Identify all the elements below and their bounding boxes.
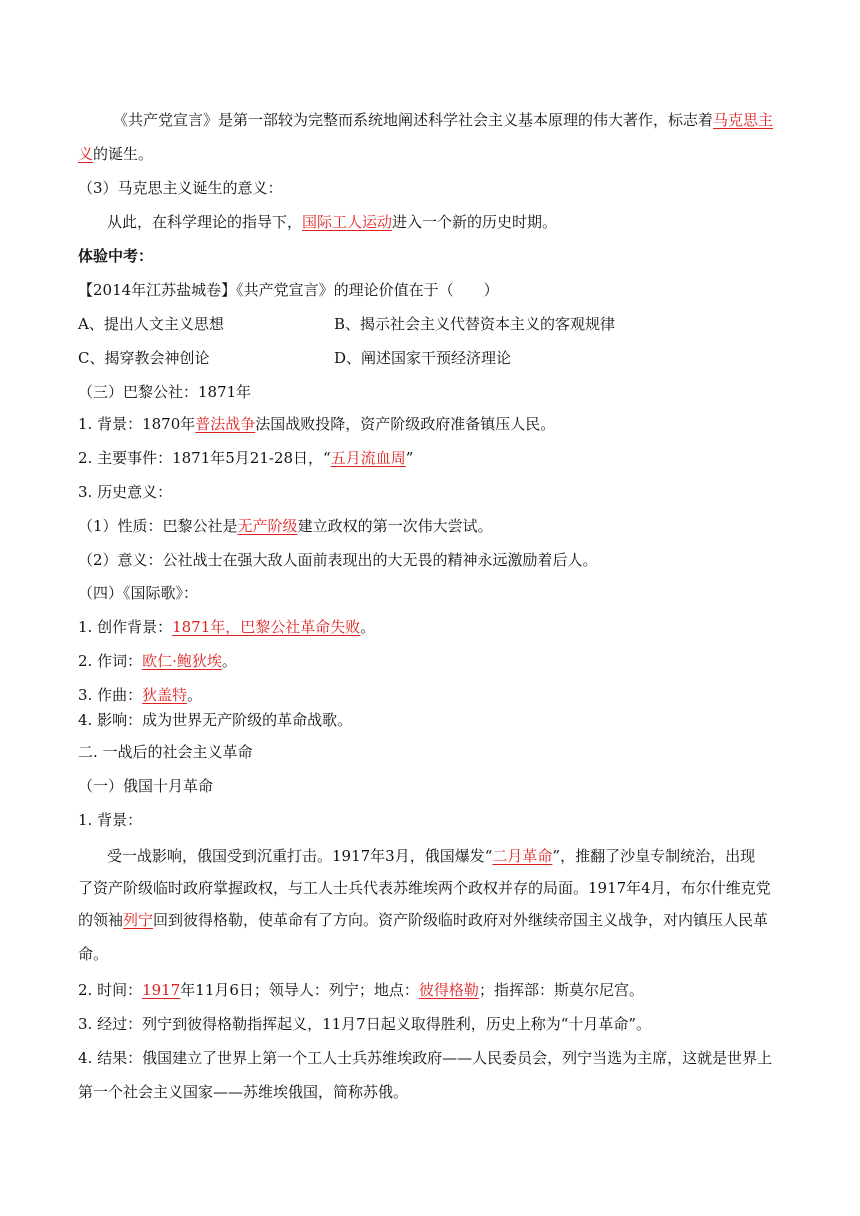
- commune-event: 2. 主要事件：1871年5月21-28日，“五月流血周”: [78, 449, 414, 467]
- revolution-time: 2. 时间：1917年11月6日；领导人：列宁；地点：彼得格勒；指挥部：斯莫尔尼宫。: [78, 981, 644, 999]
- background-para-line-4: 命。: [78, 945, 109, 963]
- answer-proletariat: 无产阶级: [237, 517, 298, 535]
- background-para-line-3: 的领袖列宁回到彼得格勒，使革命有了方向。资产阶级临时政府对外继续帝国主义战争，对内镇压人民革: [78, 911, 769, 929]
- subheading-significance: （3）马克思主义诞生的意义：: [78, 179, 283, 197]
- answer-petrograd: 彼得格勒: [418, 981, 479, 999]
- exam-question: 【2014年江苏盐城卷】《共产党宣言》的理论价值在于（ ）: [78, 281, 499, 299]
- anthem-title: （四）《国际歌》：: [78, 584, 199, 602]
- commune-significance: 3. 历史意义：: [78, 483, 173, 501]
- revolution-process: 3. 经过：列宁到彼得格勒指挥起义，11月7日起义取得胜利，历史上称为“十月革命”。: [78, 1015, 652, 1033]
- anthem-composer: 3. 作曲：狄盖特。: [78, 686, 203, 704]
- revolution-result-line-2: 第一个社会主义国家——苏维埃俄国，简称苏俄。: [78, 1083, 409, 1101]
- background-para-line-2: 了资产阶级临时政府掌握政权，与工人士兵代表苏维埃两个政权并存的局面。1917年4月，布尔什维克党: [78, 879, 771, 897]
- answer-degeyter: 狄盖特: [142, 686, 188, 704]
- option-d: D、阐述国家干预经济理论: [334, 349, 512, 367]
- option-a: A、提出人文主义思想: [78, 315, 224, 333]
- commune-background: 1. 背景：1870年普法战争法国战败投降，资产阶级政府准备镇压人民。: [78, 415, 556, 433]
- commune-nature: （1）性质：巴黎公社是无产阶级建立政权的第一次伟大尝试。: [78, 517, 493, 535]
- manifesto-line-4: 从此，在科学理论的指导下，国际工人运动进入一个新的历史时期。: [107, 213, 558, 231]
- manifesto-line-2: 义的诞生。: [78, 145, 154, 163]
- anthem-background: 1. 创作背景：1871年，巴黎公社革命失败。: [78, 618, 376, 636]
- option-c: C、揭穿教会神创论: [78, 349, 210, 367]
- anthem-influence: 4. 影响：成为世界无产阶级的革命战歌。: [78, 711, 353, 729]
- commune-meaning: （2）意义：公社战士在强大敌人面前表现出的大无畏的精神永远激励着后人。: [78, 551, 598, 569]
- answer-workers-movement: 国际工人运动: [302, 213, 393, 231]
- answer-marxism-end: 义: [78, 145, 94, 163]
- answer-february-revolution: 二月革命: [492, 847, 553, 865]
- manifesto-line-1: 《共产党宣言》是第一部较为完整而系统地阐述科学社会主义基本原理的伟大著作，标志着马克思主: [113, 111, 774, 129]
- section-2-title: 二. 一战后的社会主义革命: [78, 743, 253, 761]
- revolution-background-label: 1. 背景：: [78, 811, 143, 829]
- exam-heading: 体验中考：: [78, 247, 154, 265]
- answer-bloody-week: 五月流血周: [330, 449, 406, 467]
- revolution-result-line-1: 4. 结果：俄国建立了世界上第一个工人士兵苏维埃政府——人民委员会，列宁当选为主席，这就是世界上: [78, 1049, 773, 1067]
- answer-commune-failure: 1871年，巴黎公社革命失败: [172, 618, 361, 636]
- background-para-line-1: 受一战影响，俄国受到沉重打击。1917年3月，俄国爆发“二月革命”，推翻了沙皇专制统治，出现: [107, 847, 756, 865]
- answer-franco-prussian-war: 普法战争: [195, 415, 256, 433]
- answer-pottier: 欧仁·鲍狄埃: [142, 652, 222, 670]
- answer-1917: 1917: [142, 981, 181, 999]
- option-b: B、揭示社会主义代替资本主义的客观规律: [334, 315, 616, 333]
- answer-lenin: 列宁: [123, 911, 154, 929]
- commune-title: （三）巴黎公社：1871年: [78, 383, 252, 401]
- answer-marxism: 马克思主: [713, 111, 774, 129]
- october-revolution-title: （一）俄国十月革命: [78, 777, 214, 795]
- anthem-lyricist: 2. 作词：欧仁·鲍狄埃。: [78, 652, 237, 670]
